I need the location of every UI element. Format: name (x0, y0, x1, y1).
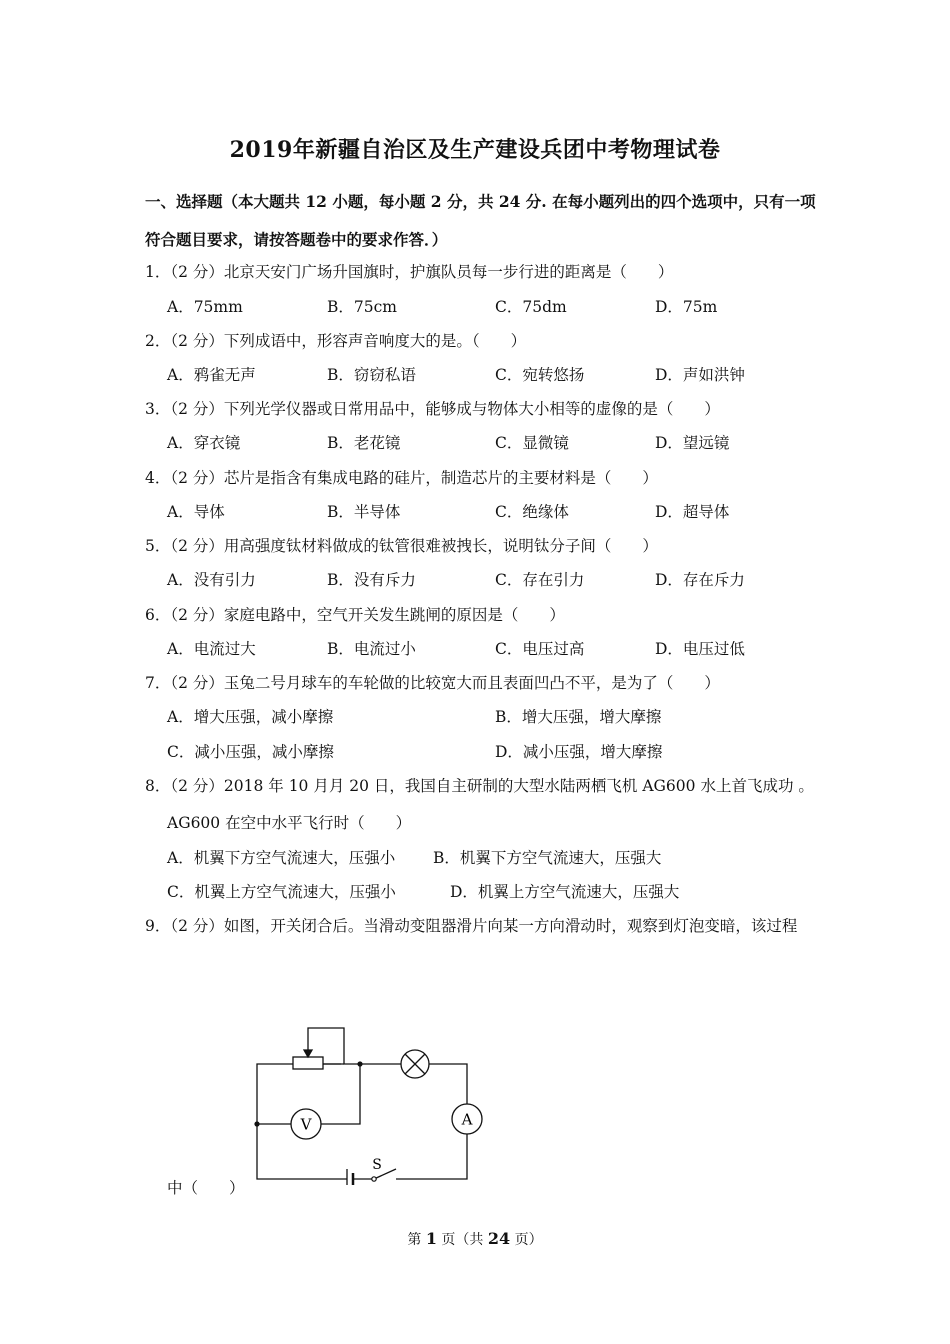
question-8-stem-continued: AG600 在空中水平飞行时（ ） (167, 814, 412, 832)
question-2-option-d: D．声如洪钟 (655, 366, 745, 384)
question-5-option-b: B．没有斥力 (327, 571, 416, 589)
wire-lamp-ammeter (429, 1064, 467, 1104)
question-5-option-c: C．存在引力 (495, 571, 585, 589)
footer-total-pages: 24 (487, 1229, 511, 1248)
question-4-option-a: A．导体 (167, 503, 225, 521)
question-1-stem: 1．（2 分）北京天安门广场升国旗时，护旗队员每一步行进的距离是（ ） (145, 263, 674, 281)
question-8-option-d: D．机翼上方空气流速大，压强大 (450, 883, 680, 901)
question-8-option-a: A．机翼下方空气流速大，压强小 (167, 849, 396, 867)
question-7-option-c: C．减小压强，减小摩擦 (167, 743, 334, 761)
question-9-stem: 9．（2 分）如图，开关闭合后。当滑动变阻器滑片向某一方向滑动时，观察到灯泡变暗，该过程 (145, 917, 798, 935)
footer-page-number: 1 (425, 1229, 437, 1248)
page-title: 2019年新疆自治区及生产建设兵团中考物理试卷 (229, 137, 721, 163)
wire-voltmeter-right (321, 1064, 360, 1124)
voltmeter-label: V (300, 1115, 312, 1134)
question-3-stem: 3．（2 分）下列光学仪器或日常用品中，能够成与物体大小相等的虚像的是（ ） (145, 400, 720, 418)
question-2-option-c: C．宛转悠扬 (495, 366, 585, 384)
question-3-option-d: D．望远镜 (655, 434, 730, 452)
rheostat-slider-arrow (304, 1050, 312, 1057)
ammeter-label: A (461, 1110, 473, 1129)
rheostat (293, 1057, 323, 1069)
section-heading-line1: 一、选择题（本大题共 12 小题，每小题 2 分，共 24 分. 在每小题列出的四个选项中，只有一项 (145, 192, 816, 211)
question-6-stem: 6．（2 分）家庭电路中，空气开关发生跳闸的原因是（ ） (145, 606, 565, 624)
question-2-stem: 2．（2 分）下列成语中，形容声音响度大的是。（ ） (145, 332, 527, 350)
question-6-option-c: C．电压过高 (495, 640, 585, 658)
question-5-stem: 5．（2 分）用高强度钛材料做成的钛管很难被拽长，说明钛分子间（ ） (145, 537, 658, 555)
question-1-option-b: B．75cm (327, 298, 397, 316)
section-heading-line2: 符合题目要求，请按答题卷中的要求作答．） (145, 230, 448, 249)
question-7-option-d: D．减小压强，增大摩擦 (495, 743, 663, 761)
switch-contact (372, 1177, 376, 1181)
question-4-option-d: D．超导体 (655, 503, 730, 521)
junction-top (357, 1061, 362, 1066)
question-1-option-d: D．75m (655, 298, 718, 316)
circuit-diagram (250, 1025, 490, 1185)
question-7-stem: 7．（2 分）玉兔二号月球车的车轮做的比较宽大而且表面凹凸不平，是为了（ ） (145, 674, 720, 692)
question-1-option-a: A．75mm (167, 298, 243, 316)
junction-left (254, 1121, 259, 1126)
footer-middle: 页（共 (436, 1232, 488, 1248)
question-5-option-a: A．没有引力 (167, 571, 256, 589)
question-1-option-c: C．75dm (495, 298, 567, 316)
page-footer (0, 1229, 950, 1249)
question-3-option-c: C．显微镜 (495, 434, 569, 452)
question-3-option-b: B．老花镜 (327, 434, 401, 452)
question-8-option-c: C．机翼上方空气流速大，压强小 (167, 883, 396, 901)
question-8-stem: 8．（2 分）2018 年 10 月月 20 日，我国自主研制的大型水陆两栖飞机 AG600 水上首飞成功 。 (145, 777, 814, 795)
question-6-option-a: A．电流过大 (167, 640, 256, 658)
question-2-option-a: A．鸦雀无声 (167, 366, 256, 384)
wire-ammeter-switch (396, 1134, 467, 1179)
question-4-stem: 4．（2 分）芯片是指含有集成电路的硅片，制造芯片的主要材料是（ ） (145, 469, 658, 487)
question-7-option-b: B．增大压强，增大摩擦 (495, 708, 662, 726)
question-8-option-b: B．机翼下方空气流速大，压强大 (433, 849, 662, 867)
question-6-option-d: D．电压过低 (655, 640, 745, 658)
question-9-stem-continued: 中（ ） (167, 1179, 245, 1197)
question-2-option-b: B．窃窃私语 (327, 366, 416, 384)
footer-suffix: 页） (510, 1232, 543, 1248)
question-6-option-b: B．电流过小 (327, 640, 416, 658)
question-3-option-a: A．穿衣镜 (167, 434, 241, 452)
question-5-option-d: D．存在斥力 (655, 571, 745, 589)
switch-label: S (372, 1157, 382, 1173)
question-4-option-b: B．半导体 (327, 503, 401, 521)
footer-prefix: 第 (407, 1232, 426, 1248)
question-4-option-c: C．绝缘体 (495, 503, 569, 521)
question-7-option-a: A．增大压强，减小摩擦 (167, 708, 334, 726)
